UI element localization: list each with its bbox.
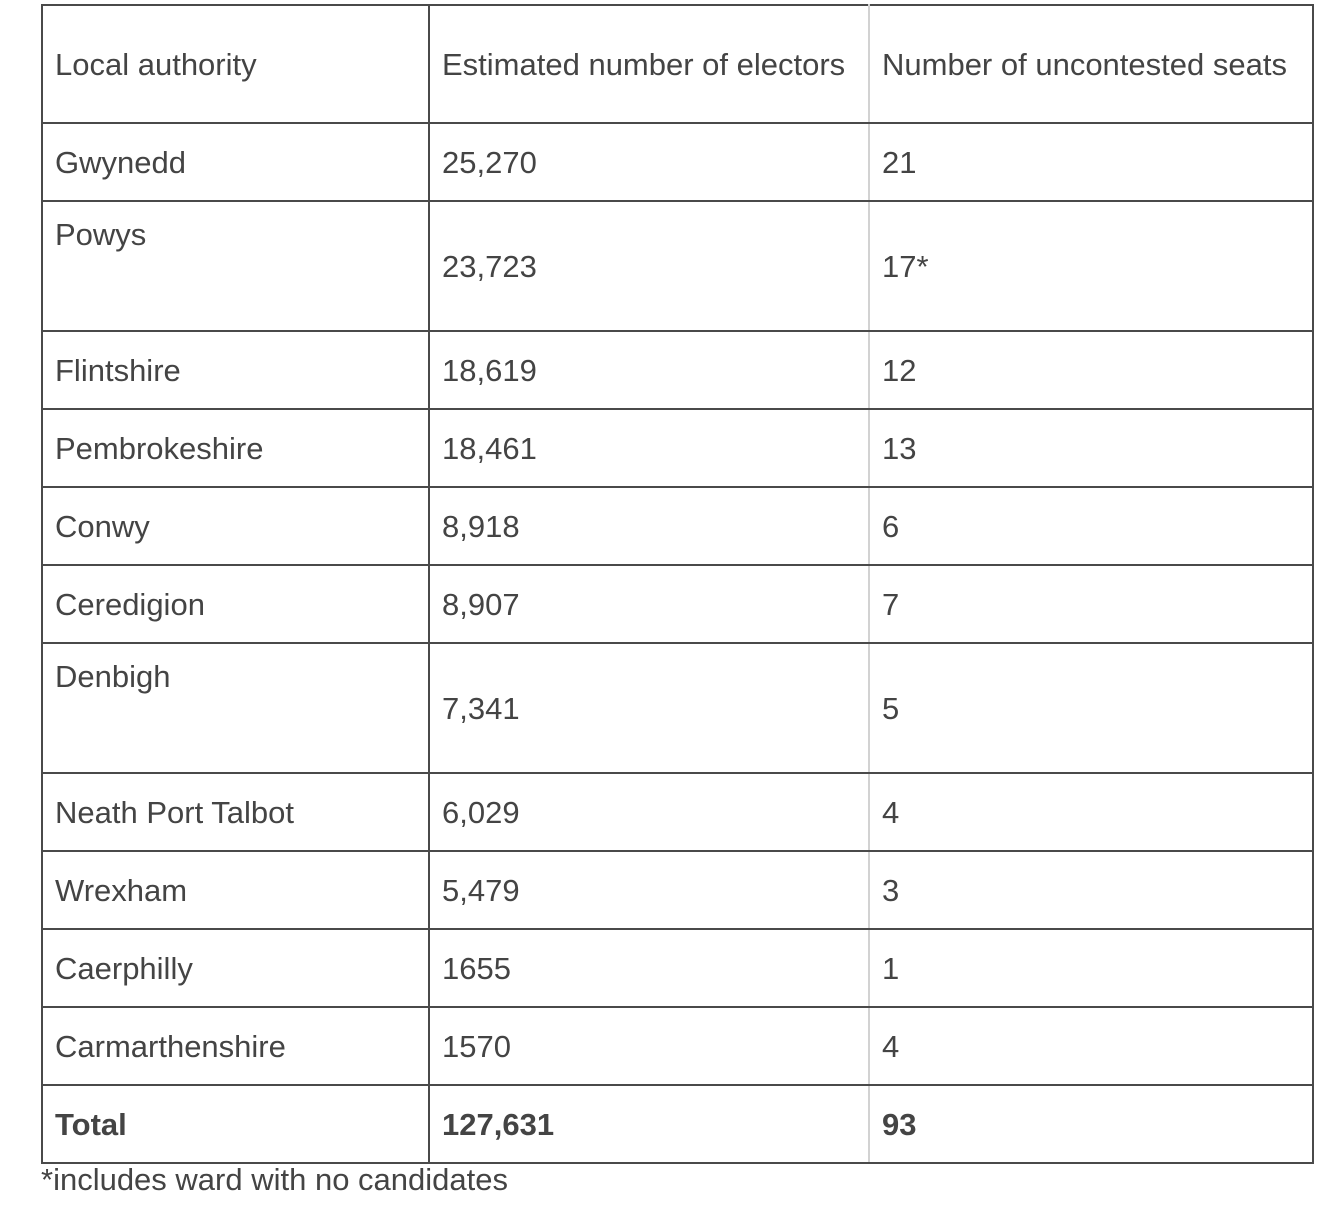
table-row [42,123,1313,201]
cell-local-authority: Neath Port Talbot [42,773,429,851]
table-row [42,487,1313,565]
cell-uncontested-seats: 5 [869,643,1313,773]
cell-electors: 8,918 [429,487,869,565]
cell-local-authority: Pembrokeshire [42,409,429,487]
cell-electors: 1570 [429,1007,869,1085]
cell-uncontested-seats: 13 [869,409,1313,487]
total-electors: 127,631 [429,1085,869,1163]
cell-electors: 1655 [429,929,869,1007]
table-row [42,1007,1313,1085]
cell-electors: 8,907 [429,565,869,643]
cell-local-authority: Conwy [42,487,429,565]
cell-local-authority: Wrexham [42,851,429,929]
table-total-row [42,1085,1313,1163]
table-header-row [42,5,1313,123]
cell-uncontested-seats: 3 [869,851,1313,929]
table-row [42,331,1313,409]
cell-local-authority: Ceredigion [42,565,429,643]
cell-uncontested-seats: 7 [869,565,1313,643]
cell-uncontested-seats: 4 [869,1007,1313,1085]
table-row [42,643,1313,773]
header-local-authority: Local authority [42,5,429,123]
cell-uncontested-seats: 6 [869,487,1313,565]
cell-electors: 23,723 [429,201,869,331]
uncontested-seats-table [41,4,1314,1164]
header-estimated-electors: Estimated number of electors [429,5,869,123]
cell-electors: 7,341 [429,643,869,773]
cell-electors: 5,479 [429,851,869,929]
cell-uncontested-seats: 21 [869,123,1313,201]
cell-uncontested-seats: 17* [869,201,1313,331]
cell-local-authority: Gwynedd [42,123,429,201]
header-uncontested-seats: Number of uncontested seats [869,5,1313,123]
cell-electors: 25,270 [429,123,869,201]
cell-local-authority: Powys [42,201,429,331]
cell-electors: 18,461 [429,409,869,487]
table-row [42,409,1313,487]
cell-local-authority: Caerphilly [42,929,429,1007]
total-uncontested-seats: 93 [869,1085,1313,1163]
table-row [42,929,1313,1007]
cell-electors: 6,029 [429,773,869,851]
cell-electors: 18,619 [429,331,869,409]
cell-uncontested-seats: 12 [869,331,1313,409]
table-row [42,201,1313,331]
table-row [42,851,1313,929]
cell-uncontested-seats: 1 [869,929,1313,1007]
cell-uncontested-seats: 4 [869,773,1313,851]
footnote: *includes ward with no candidates [41,1162,508,1197]
table-row [42,773,1313,851]
cell-local-authority: Denbigh [42,643,429,773]
total-label: Total [42,1085,429,1163]
table-row [42,565,1313,643]
cell-local-authority: Flintshire [42,331,429,409]
cell-local-authority: Carmarthenshire [42,1007,429,1085]
